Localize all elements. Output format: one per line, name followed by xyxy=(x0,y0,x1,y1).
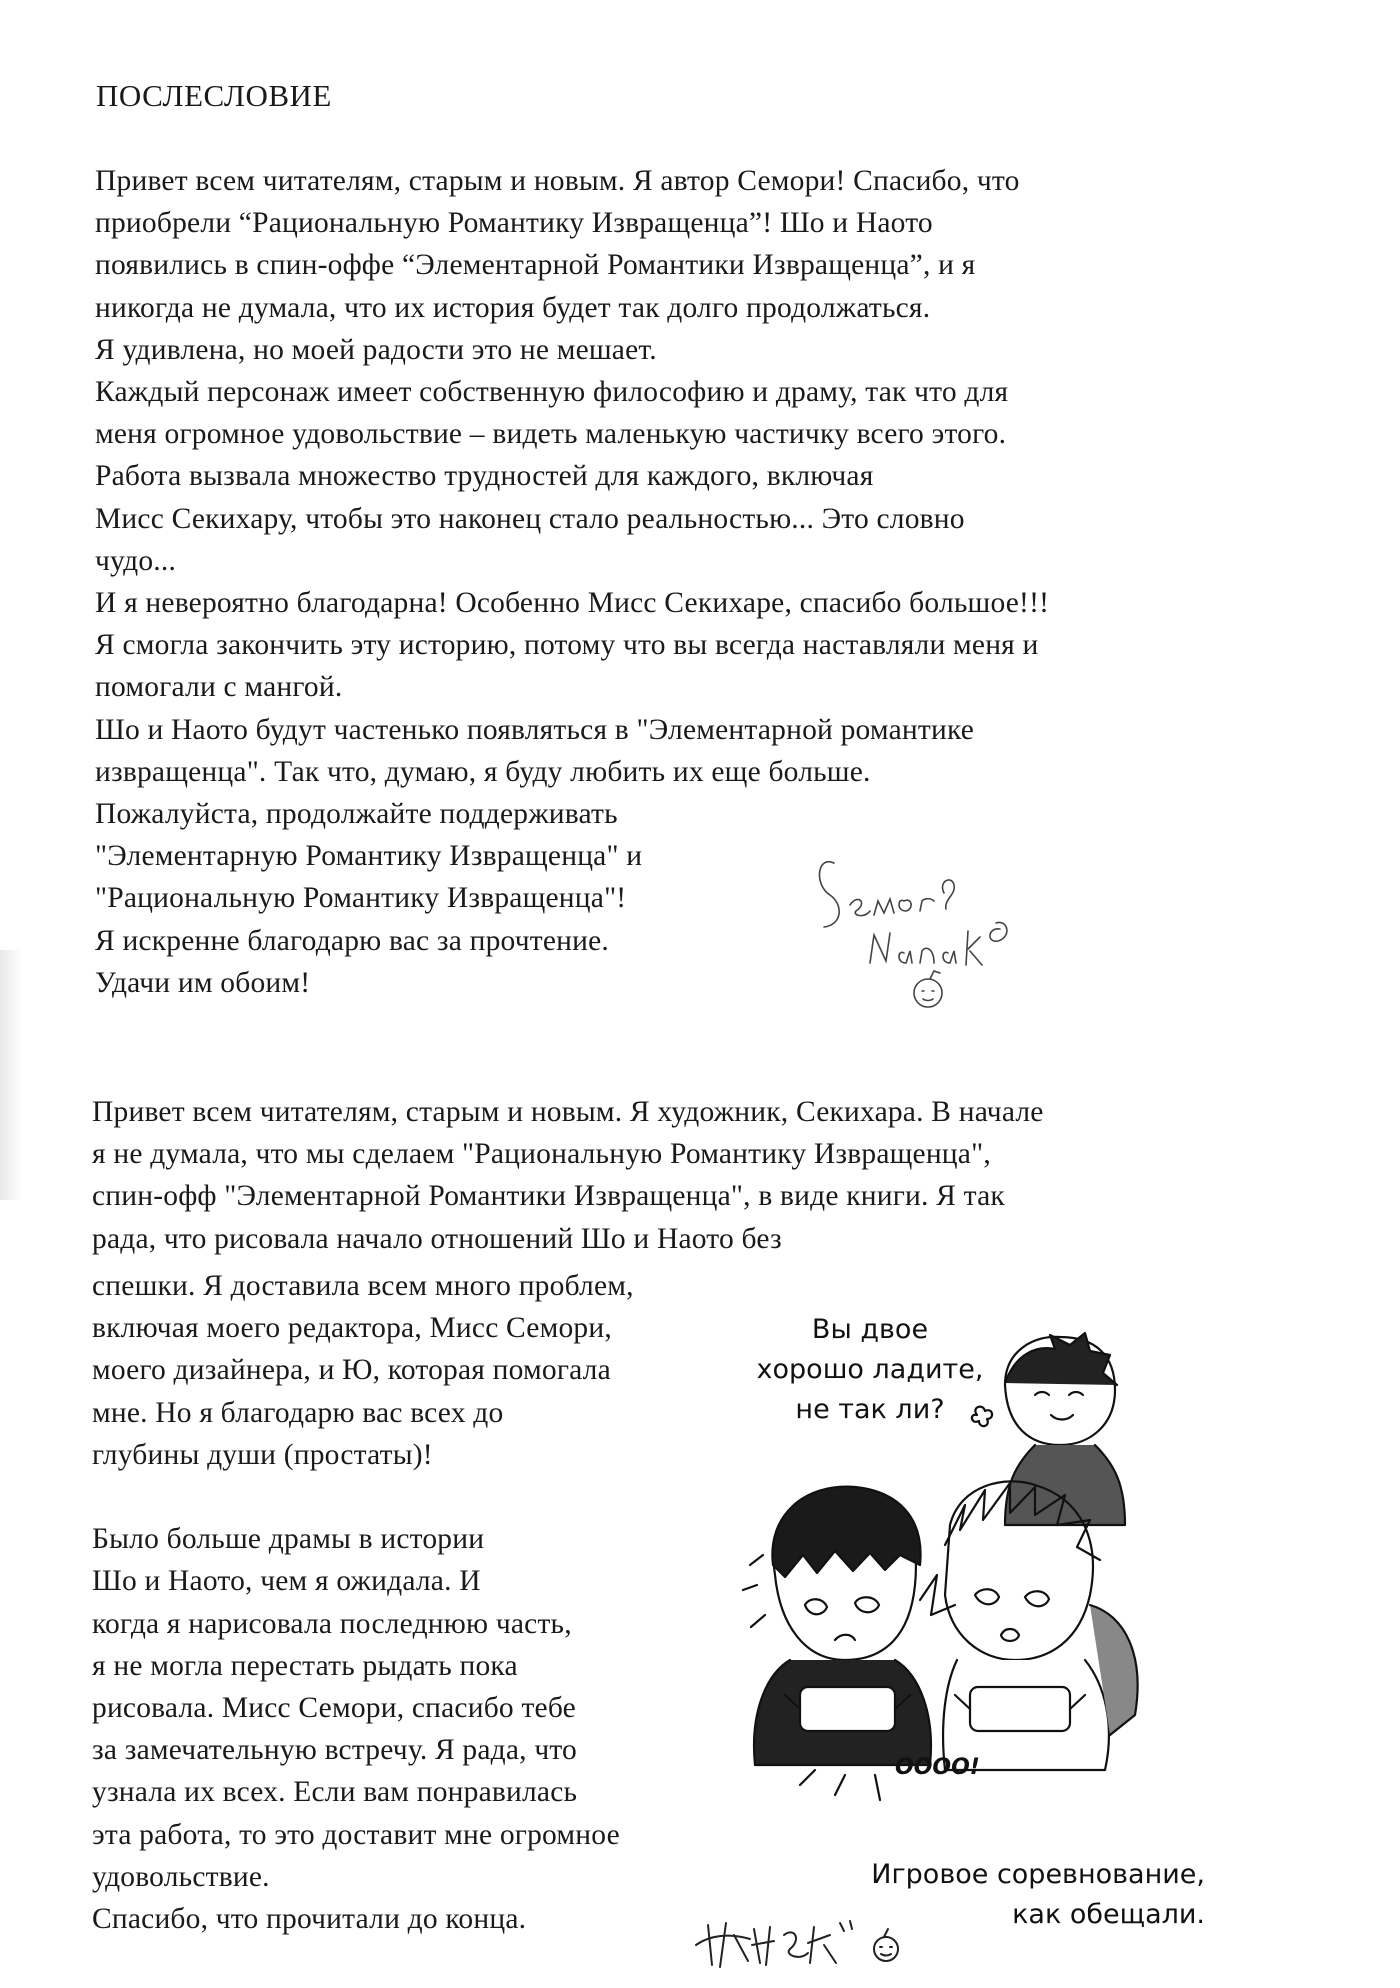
text-line: Вы двое xyxy=(811,1314,929,1345)
text-line: "Рациональную Романтику Извращенца"! xyxy=(95,882,627,915)
text-line: Я смогла закончить эту историю, потому что вы всегда наставляли меня и xyxy=(95,629,1039,662)
text-line: моего дизайнера, и Ю, которая помогала xyxy=(92,1354,611,1387)
text-line: Игровое соревнование, xyxy=(871,1859,1205,1890)
text-line: Каждый персонаж имеет собственную философию и драму, так что для xyxy=(95,376,1009,409)
text-line: я не думала, что мы сделаем "Рациональную Романтику Извращенца", xyxy=(92,1138,991,1171)
artist-note-body xyxy=(92,1265,634,1940)
sound-effect: OOOO! xyxy=(895,1755,980,1780)
artist-note-intro xyxy=(92,1091,1044,1260)
text-line: мне. Но я благодарю вас всех до xyxy=(92,1396,504,1429)
text-line: Спасибо, что прочитали до конца. xyxy=(92,1903,527,1936)
text-line: появились в спин-оффе “Элементарной Романтики Извращенца”, и я xyxy=(95,249,976,282)
speech-bubble xyxy=(745,1310,995,1430)
text-line: Я искренне благодарю вас за прочтение. xyxy=(95,924,609,957)
text-line: меня огромное удовольствие – видеть маленькую частичку всего этого. xyxy=(95,418,1007,451)
text-line: Мисс Секихару, чтобы это наконец стало реальностью... Это словно xyxy=(95,502,965,535)
text-line: помогали с мангой. xyxy=(95,671,343,704)
text-line: за замечательную встречу. Я рада, что xyxy=(92,1734,578,1767)
artist-signature xyxy=(690,1905,910,1975)
text-line: рисовала. Мисс Семори, спасибо тебе xyxy=(92,1692,576,1725)
text-line: включая моего редактора, Мисс Семори, xyxy=(92,1312,612,1345)
page-edge-shadow xyxy=(0,950,22,1200)
text-line: рада, что рисовала начало отношений Шо и Наото без xyxy=(92,1222,782,1255)
text-line: Шо и Наото будут частенько появляться в "Элементарной романтике xyxy=(95,713,975,746)
text-line: Работа вызвала множество трудностей для каждого, включая xyxy=(95,460,874,493)
text-line: как обещали. xyxy=(1012,1899,1205,1930)
text-line: Удачи им обоим! xyxy=(95,966,311,999)
text-line: чудо... xyxy=(95,544,177,577)
text-line: приобрели “Рациональную Романтику Извращенца”! Шо и Наото xyxy=(95,207,933,240)
text-line: хорошо ладите, xyxy=(756,1354,984,1385)
text-line: я не могла перестать рыдать пока xyxy=(92,1649,518,1682)
author-signature xyxy=(812,845,1022,1025)
text-line: удовольствие. xyxy=(92,1860,270,1893)
text-line: узнала их всех. Если вам понравилась xyxy=(92,1776,578,1809)
text-line: Шо и Наото, чем я ожидала. И xyxy=(92,1565,481,1598)
text-line: И я невероятно благодарна! Особенно Мисс Секихаре, спасибо большое!!! xyxy=(95,587,1050,620)
text-line: Пожалуйста, продолжайте поддерживать xyxy=(95,798,618,831)
text-line: Было больше драмы в истории xyxy=(92,1523,485,1556)
text-line: эта работа, то это доставит мне огромное xyxy=(92,1818,620,1851)
text-line: когда я нарисовала последнюю часть, xyxy=(92,1607,572,1640)
text-line: спешки. Я доставила всем много проблем, xyxy=(92,1270,634,1302)
text-line: глубины души (простаты)! xyxy=(92,1438,433,1471)
text-line xyxy=(92,1476,634,1518)
text-line: не так ли? xyxy=(795,1394,945,1425)
text-line: "Элементарную Романтику Извращенца" и xyxy=(95,840,643,873)
text-line: Я удивлена, но моей радости это не мешает. xyxy=(95,333,657,366)
text-line: спин-офф "Элементарной Романтики Извращенца", в виде книги. Я так xyxy=(92,1180,1005,1213)
text-line: Привет всем читателям, старым и новым. Я автор Семори! Спасибо, что xyxy=(95,165,1020,197)
page-title: ПОСЛЕСЛОВИЕ xyxy=(96,78,332,113)
text-line: никогда не думала, что их история будет так долго продолжаться. xyxy=(95,291,931,324)
text-line: Привет всем читателям, старым и новым. Я художник, Секихара. В начале xyxy=(92,1096,1044,1128)
text-line: извращенца". Так что, думаю, я буду любить их еще больше. xyxy=(95,755,871,788)
